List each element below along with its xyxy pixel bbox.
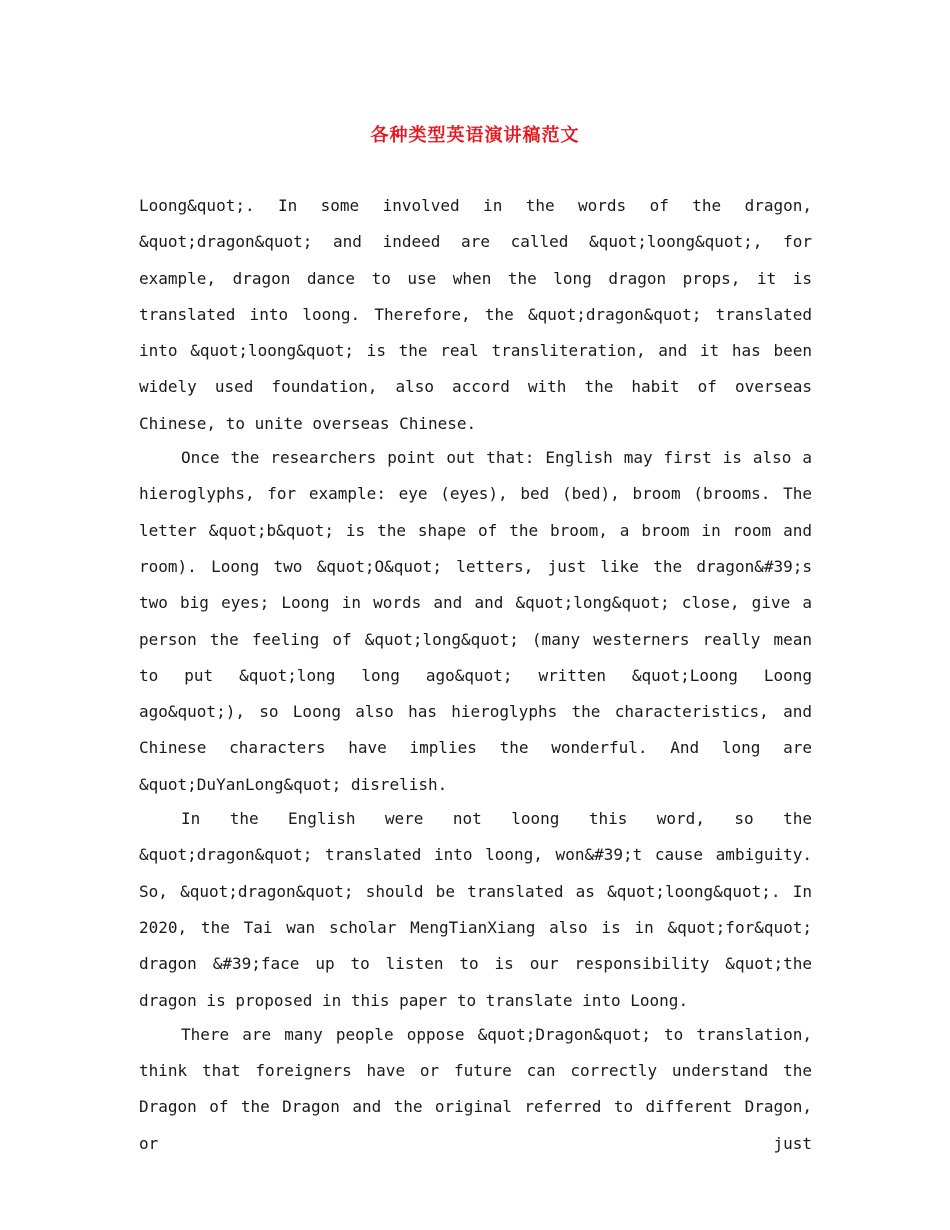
paragraph-4: There are many people oppose &quot;Dragon&quot; to translation, think that foreigners have or future can correctly understand the Dragon of the Dragon and the original referred to different Dragon, or just — [139, 1024, 812, 1153]
paragraph-1: Loong&quot;. In some involved in the words of the dragon, &quot;dragon&quot; and indeed are called &quot;loong&quot;, for example, dragon dance to use when the long dragon props, it is translated into loong. Therefore, the &quot;dragon&quot; translated into &quot;loong&quot; is the real transliteration, and it has been widely used foundation, also accord with the habit of overseas Chinese, to unite overseas Chinese. — [139, 196, 812, 433]
paragraph-2: Once the researchers point out that: English may first is also a hieroglyphs, for example: eye (eyes), bed (bed), broom (brooms. The letter &quot;b&quot; is the shape of the broom, a broom in room and room). Loong two &quot;O&quot; letters, just like the dragon&#39;s two big eyes; Loong in words and and &quot;long&quot; close, give a person the feeling of &quot;long&quot; (many westerners really mean to put &quot;long long ago&quot; written &quot;Loong Loong ago&quot;), so Loong also has hieroglyphs the characteristics, and Chinese characters have implies the wonderful. And long are &quot;DuYanLong&quot; disrelish. — [139, 448, 812, 794]
paragraph-3: In the English were not loong this word, so the &quot;dragon&quot; translated into loong, won&#39;t cause ambiguity. So, &quot;dragon&quot; should be translated as &quot;loong&quot;. In 2020, the Tai wan scholar MengTianXiang also is in &quot;for&quot; dragon &#39;face up to listen to is our responsibility &quot;the dragon is proposed in this paper to translate into Loong. — [139, 809, 812, 1010]
document-title: 各种类型英语演讲稿范文 — [370, 125, 580, 146]
document-body — [139, 188, 812, 1160]
